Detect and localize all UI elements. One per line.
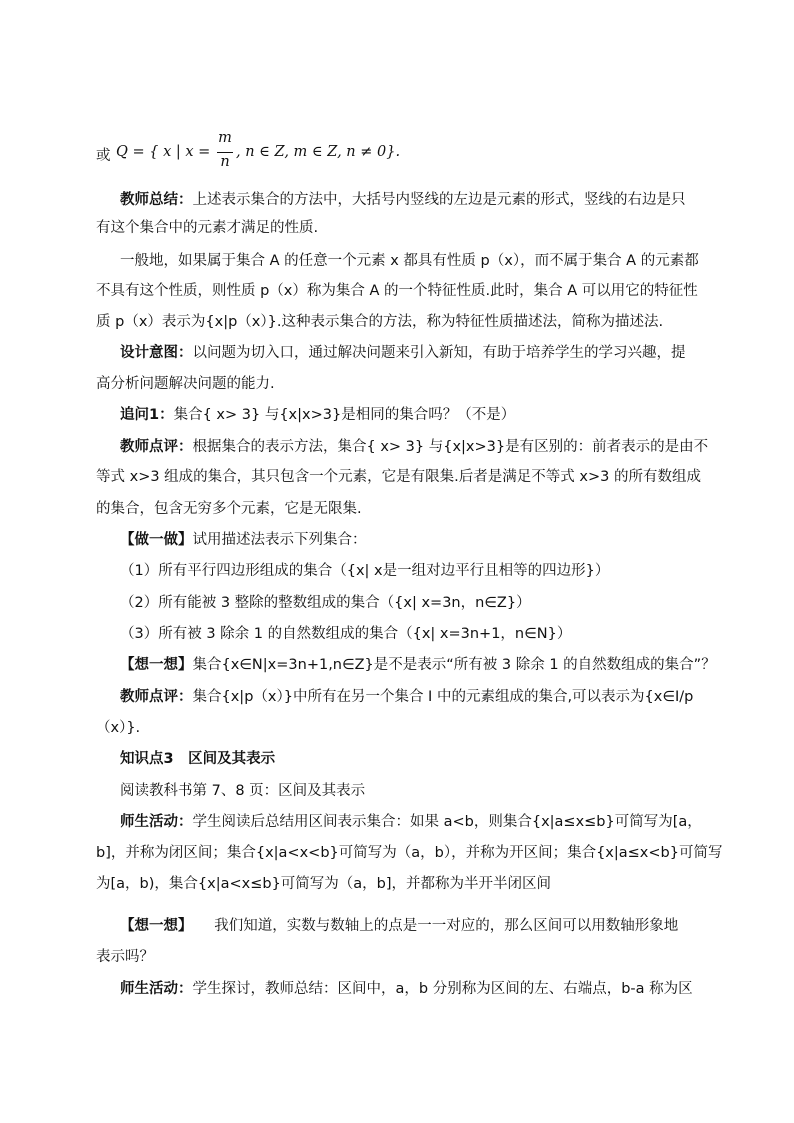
list-item: （1）所有平行四边形组成的集合（{x| x是一组对边平行且相等的四边形}） [120, 563, 610, 579]
design-intent-label: 设计意图： [120, 345, 193, 361]
teacher-comment-label: 教师点评： [120, 439, 193, 455]
paragraph-line: 阅读教科书第 7、8 页：区间及其表示 [120, 783, 366, 799]
paragraph-line: 教师点评：集合{x|p（x）}中所有在另一个集合 I 中的元素组成的集合,可以表示为{x∈I/p [120, 689, 694, 705]
teacher-summary-label: 教师总结： [120, 192, 193, 208]
paragraph-line: 一般地，如果属于集合 A 的任意一个元素 x 都具有性质 p（x），而不属于集合 A 的元素都 [120, 253, 699, 269]
section-heading: 知识点3 区间及其表示 [120, 751, 276, 767]
paragraph-line: 质 p（x）表示为{x|p（x）}.这种表示集合的方法，称为特征性质描述法，简称为描述法. [96, 314, 664, 330]
teacher-comment-label: 教师点评： [120, 689, 193, 705]
paragraph-line: 不具有这个性质，则性质 p（x）称为集合 A 的一个特征性质.此时，集合 A 可以用它的特征性 [96, 283, 698, 299]
paragraph-line: 表示吗？ [96, 949, 154, 965]
paragraph-line: 师生活动：学生阅读后总结用区间表示集合：如果 a<b，则集合{x|a≤x≤b}可简写为[a， [120, 814, 702, 830]
formula-line [96, 130, 496, 174]
try-it-label: 【做一做】 [120, 532, 193, 548]
list-item: （3）所有被 3 除余 1 的自然数组成的集合（{x| x=3n+1，n∈N}） [120, 626, 572, 642]
paragraph-line: 【想一想】集合{x∈N|x=3n+1,n∈Z}是不是表示“所有被 3 除余 1 的自然数组成的集合”？ [120, 657, 716, 673]
paragraph-line: 设计意图：以问题为切入口，通过解决问题来引入新知，有助于培养学生的学习兴趣，提 [120, 345, 686, 361]
paragraph-line: 教师点评：根据集合的表示方法，集合{ x> 3} 与{x|x>3}是有区别的：前者表示的是由不 [120, 439, 709, 455]
paragraph-line: 有这个集合中的元素才满足的性质. [96, 220, 319, 236]
fraction-denominator: n [220, 154, 230, 170]
fraction-bar [217, 152, 233, 153]
paragraph-line: 【想一想】 我们知道，实数与数轴上的点是一一对应的，那么区间可以用数轴形象地 [120, 918, 679, 934]
follow-up-label: 追问1： [120, 407, 174, 423]
paragraph-line: （x）}. [96, 720, 141, 736]
paragraph-line: 【做一做】试用描述法表示下列集合： [120, 532, 367, 548]
paragraph-line: 为[a，b)，集合{x|a<x≤b}可简写为（a，b]，并都称为半开半闭区间 [96, 876, 552, 892]
formula-part-a: Q = { x | x = [116, 144, 211, 160]
formula-prefix: 或 [96, 148, 111, 164]
paragraph-line: 追问1：集合{ x> 3} 与{x|x>3}是相同的集合吗？（不是） [120, 407, 516, 423]
think-label: 【想一想】 [120, 657, 193, 673]
paragraph-line: b]，并称为闭区间；集合{x|a<x<b}可简写为（a，b），并称为开区间；集合{x|a≤x<b}可简写 [96, 845, 723, 861]
paragraph-line: 高分析问题解决问题的能力. [96, 376, 275, 392]
teacher-student-activity-label: 师生活动： [120, 814, 193, 830]
formula-part-b: , n ∈ Z, m ∈ Z, n ≠ 0}. [236, 144, 401, 160]
paragraph-line: 等式 x>3 组成的集合，其只包含一个元素，它是有限集.后者是满足不等式 x>3 的所有数组成 [96, 469, 701, 485]
paragraph-line: 师生活动：学生探讨，教师总结：区间中，a，b 分别称为区间的左、右端点，b-a 称为区 [120, 981, 693, 997]
paragraph-line: 教师总结：上述表示集合的方法中，大括号内竖线的左边是元素的形式，竖线的右边是只 [120, 192, 686, 208]
fraction-numerator: m [218, 130, 232, 146]
paragraph-line: 的集合，包含无穷多个元素，它是无限集. [96, 501, 362, 517]
think-label: 【想一想】 [120, 918, 186, 934]
list-item: （2）所有能被 3 整除的整数组成的集合（{x| x=3n，n∈Z}） [120, 595, 531, 611]
teacher-student-activity-label: 师生活动： [120, 981, 193, 997]
